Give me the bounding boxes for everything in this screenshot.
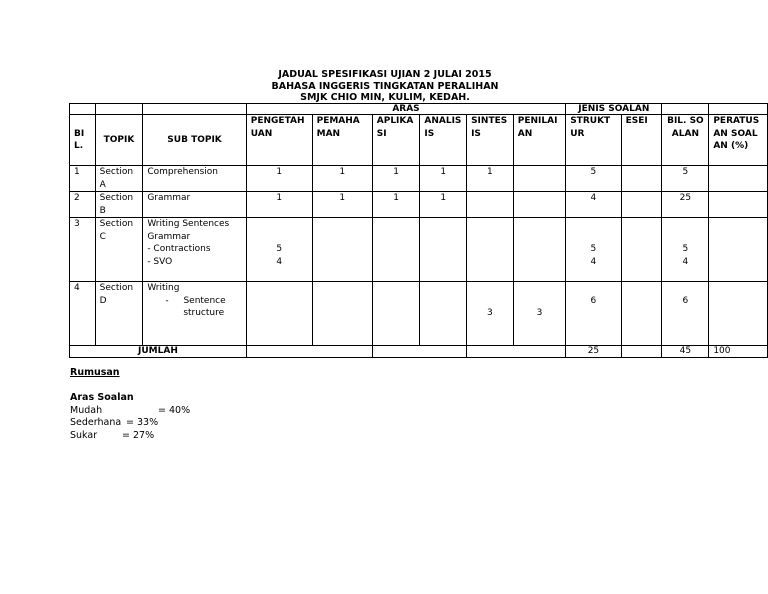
total-peratusan: 100 [709, 346, 768, 358]
cell-bil-soalan: 5 [662, 166, 709, 192]
cell-bil-soalan [662, 218, 709, 282]
header-sub-topik: SUB TOPIK [143, 115, 246, 166]
header-group-row [70, 104, 768, 115]
row-topik: Section B [95, 192, 143, 218]
cell-penilaian [513, 192, 565, 218]
cell-analisis [420, 282, 467, 346]
sub-topik-line: - Sentence [165, 295, 226, 306]
sub-topik-line: structure [183, 308, 225, 318]
cell-sintesis [467, 218, 514, 282]
cell-struktur [566, 218, 621, 282]
cell-analisis: 1 [420, 166, 467, 192]
title-line-3: SMJK CHIO MIN, KULIM, KEDAH. [300, 92, 470, 103]
cell-peratusan [709, 282, 768, 346]
document-title [200, 69, 570, 104]
value: 5 [276, 244, 283, 254]
total-bil-soalan: 45 [662, 346, 709, 358]
row-sub-topik: Grammar [143, 192, 246, 218]
header-topik: TOPIK [95, 115, 143, 166]
row-topik: Section C [95, 218, 143, 282]
header-aplikasi: APLIKASI [372, 115, 420, 166]
value: 6 [682, 295, 689, 306]
value: 3 [536, 308, 543, 318]
row-number: 2 [70, 192, 96, 218]
header-pengetahuan: PENGETAHUAN [246, 115, 312, 166]
sub-topik-line: - Contractions [147, 244, 211, 254]
title-line-2: BAHASA INGGERIS TINGKATAN PERALIHAN [271, 80, 499, 92]
cell-pengetahuan [246, 282, 312, 346]
total-label: JUMLAH [70, 346, 247, 358]
value: 4 [276, 256, 283, 267]
table-row [70, 282, 768, 346]
cell-aplikasi [372, 282, 420, 346]
cell-penilaian [513, 166, 565, 192]
header-aras: ARAS [246, 104, 565, 115]
cell-pengetahuan: 1 [246, 166, 312, 192]
specification-table [69, 103, 768, 358]
value: 6 [590, 295, 597, 306]
cell-pemahaman [312, 282, 372, 346]
cell-aplikasi [372, 218, 420, 282]
header-analisis: ANALISIS [420, 115, 467, 166]
cell-esei [621, 282, 662, 346]
value: 4 [590, 256, 597, 267]
table-row [70, 166, 768, 192]
row-number: 3 [70, 218, 96, 282]
cell-penilaian [513, 282, 565, 346]
row-sub-topik [143, 282, 246, 346]
cell-bil-soalan: 25 [662, 192, 709, 218]
rumusan-heading: Rumusan [70, 367, 120, 378]
cell-analisis [420, 218, 467, 282]
cell-sintesis [467, 282, 514, 346]
cell-esei [621, 166, 662, 192]
cell-aplikasi: 1 [372, 192, 420, 218]
row-sub-topik: Comprehension [143, 166, 246, 192]
cell-sintesis [467, 192, 514, 218]
cell-pengetahuan: 1 [246, 192, 312, 218]
value: 3 [487, 308, 493, 318]
cell-pemahaman: 1 [312, 192, 372, 218]
header-jenis-soalan: JENIS SOALAN [566, 104, 662, 115]
cell-peratusan [709, 192, 768, 218]
header-row [70, 115, 768, 166]
aras-soalan-heading: Aras Soalan [70, 392, 134, 403]
header-peratusan: PERATUSAN SOALAN (%) [709, 115, 768, 166]
value: 4 [682, 256, 689, 267]
value: 5 [682, 244, 689, 254]
cell-pemahaman [312, 218, 372, 282]
header-struktur: STRUKTUR [566, 115, 621, 166]
cell-analisis: 1 [420, 192, 467, 218]
cell-peratusan [709, 166, 768, 192]
header-bil: BIL. [70, 115, 96, 166]
row-sub-topik [143, 218, 246, 282]
cell-penilaian [513, 218, 565, 282]
cell-sintesis: 1 [467, 166, 514, 192]
cell-aplikasi: 1 [372, 166, 420, 192]
summary-notes [70, 367, 190, 442]
total-row [70, 346, 768, 358]
value: 5 [590, 244, 597, 254]
table-row [70, 218, 768, 282]
cell-bil-soalan [662, 282, 709, 346]
sederhana-line: Sederhana = 33% [70, 417, 159, 428]
row-topik: Section A [95, 166, 143, 192]
sukar-line: Sukar = 27% [70, 429, 155, 441]
header-sintesis: SINTESIS [467, 115, 514, 166]
header-penilaian: PENILAIAN [513, 115, 565, 166]
row-topik: Section D [95, 282, 143, 346]
row-number: 1 [70, 166, 96, 192]
cell-pengetahuan [246, 218, 312, 282]
cell-pemahaman: 1 [312, 166, 372, 192]
cell-struktur: 5 [566, 166, 621, 192]
header-esei: ESEI [621, 115, 662, 166]
table-row [70, 192, 768, 218]
cell-struktur: 4 [566, 192, 621, 218]
sub-topik-line: Writing [147, 283, 180, 293]
sub-topik-line: Grammar [147, 231, 191, 242]
cell-esei [621, 192, 662, 218]
sub-topik-line: Writing Sentences [147, 219, 230, 229]
sub-topik-line: - SVO [147, 256, 173, 267]
header-bil-soalan: BIL. SOALAN [662, 115, 709, 166]
cell-esei [621, 218, 662, 282]
cell-peratusan [709, 218, 768, 282]
total-struktur: 25 [566, 346, 621, 358]
mudah-line: Mudah = 40% [70, 404, 191, 416]
row-number: 4 [70, 282, 96, 346]
cell-struktur [566, 282, 621, 346]
title-line-1: JADUAL SPESIFIKASI UJIAN 2 JULAI 2015 [278, 69, 492, 80]
header-pemahaman: PEMAHAMAN [312, 115, 372, 166]
